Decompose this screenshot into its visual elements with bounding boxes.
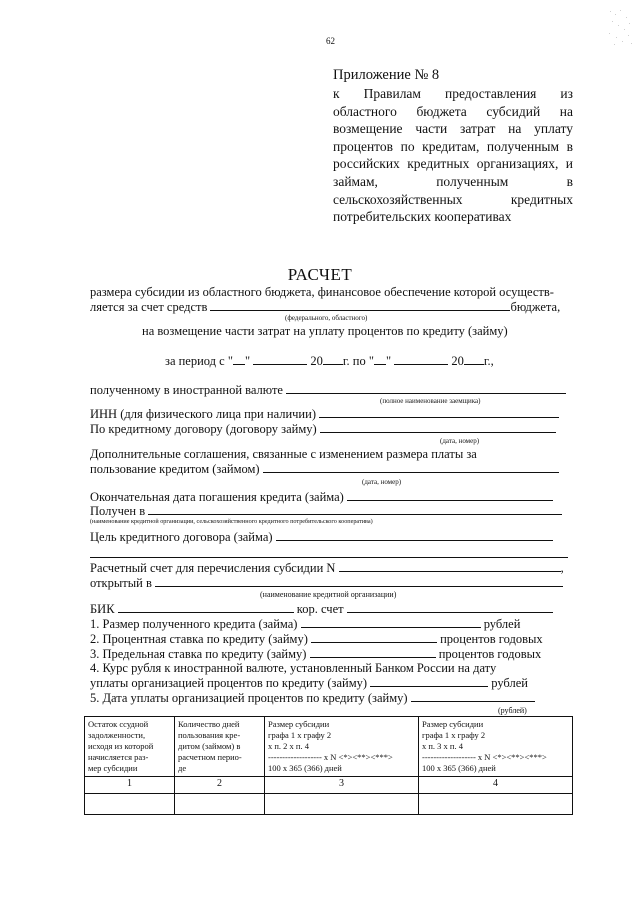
form-line-1: размера субсидии из областного бюджета, финансовое обеспечение которой осуществ- — [90, 285, 554, 299]
period-to-suffix: г., — [483, 354, 494, 368]
header-4-line: графа 1 x графу 2 — [422, 730, 486, 740]
item-1-label: 1. Размер полученного кредита (займа) — [90, 617, 298, 631]
received-in-blank[interactable] — [148, 503, 562, 515]
annex-title: Приложение № 8 — [333, 67, 440, 83]
item-4-label: уплаты организацией процентов по кредиту (займу) — [90, 676, 368, 690]
column-number-3: 3 — [265, 777, 419, 794]
final-date-blank[interactable] — [347, 489, 553, 501]
header-cell-4 — [419, 717, 573, 777]
subsidy-table — [84, 716, 573, 815]
item-5-label: 5. Дата уплаты организацией процентов по кредиту (займу) — [90, 691, 408, 705]
note-budget: (федерального, областного) — [285, 314, 368, 322]
budget-blank[interactable] — [210, 299, 510, 311]
header-3-line: графа 1 x графу 2 — [268, 730, 332, 740]
period-from-label: за период с " — [165, 354, 233, 368]
opened-in-blank[interactable] — [155, 575, 563, 587]
header-3-line: x п. 2 x п. 4 — [268, 741, 309, 751]
item-2-blank[interactable] — [311, 631, 437, 643]
table-row — [85, 794, 573, 815]
table-cell[interactable] — [85, 794, 175, 815]
period-from-month-blank[interactable] — [253, 353, 307, 365]
item-4-line-1: 4. Курс рубля к иностранной валюте, установленный Банком России на дату — [90, 661, 497, 675]
corr-account-label: кор. счет — [296, 602, 344, 616]
item-4-unit: рублей — [491, 676, 528, 690]
item-4-line-2 — [90, 675, 528, 691]
inn-line — [90, 406, 559, 422]
item-3-blank[interactable] — [310, 646, 436, 658]
opened-in-line — [90, 575, 563, 591]
period-to-day-blank[interactable] — [374, 353, 386, 365]
note-credit-org: (наименование кредитной организации) — [260, 590, 397, 599]
item-2-unit: процентов годовых — [440, 632, 543, 646]
form-line-3: на возмещение части затрат на уплату процентов по кредиту (займу) — [142, 324, 508, 338]
purpose-label: Цель кредитного договора (займа) — [90, 530, 273, 544]
bik-blank[interactable] — [118, 601, 294, 613]
annex-body: к Правилам предоставления из областного бюджета субсидий на возмещение части затрат на уплату процентов по кредитам, полученным в российских кредитных организациях, и займам, полученным в сельскохозяйственных кредитных потребительских кооперативах — [333, 86, 573, 225]
account-line — [90, 560, 564, 576]
unit-rubles: (рублей) — [498, 706, 527, 715]
header-1-line: мер субсидии — [88, 763, 138, 773]
bik-label: БИК — [90, 602, 115, 616]
header-2-line: де — [178, 763, 187, 773]
account-comma: , — [560, 561, 564, 575]
period-from-year-blank[interactable] — [323, 353, 343, 365]
header-2-line: пользования кре- — [178, 730, 241, 740]
period-to-month-blank[interactable] — [394, 353, 448, 365]
borrower-blank[interactable] — [286, 382, 566, 394]
document-heading: РАСЧЕТ — [287, 265, 353, 284]
purpose-blank[interactable] — [276, 529, 553, 541]
opened-in-label: открытый в — [90, 576, 152, 590]
header-1-line: Остаток ссудной — [88, 719, 149, 729]
contract-label: По кредитному договору (договору займу) — [90, 422, 317, 436]
item-3-line — [90, 646, 541, 662]
column-number-1: 1 — [85, 777, 175, 794]
item-2-label: 2. Процентная ставка по кредиту (займу) — [90, 632, 308, 646]
received-in-line — [90, 503, 562, 519]
header-2-line: Количество дней — [178, 719, 240, 729]
header-cell-1 — [85, 717, 175, 777]
note-organization: (наименование кредитной организации, сельскохозяйственного кредитного потребительского кооператива) — [90, 518, 373, 525]
scan-speckle-decoration — [606, 8, 634, 48]
item-3-unit: процентов годовых — [438, 647, 542, 661]
table-header-row — [85, 717, 573, 777]
item-5-line — [90, 690, 535, 706]
additional-line-1: Дополнительные соглашения, связанные с изменением размера платы за — [90, 447, 477, 461]
table-number-row — [85, 777, 573, 794]
additional-line-2 — [90, 461, 559, 477]
header-3-line: 100 x 365 (366) дней — [268, 763, 342, 773]
item-3-label: 3. Предельная ставка по кредиту (займу) — [90, 647, 307, 661]
header-4-line: 100 x 365 (366) дней — [422, 763, 496, 773]
period-from-day-blank[interactable] — [233, 353, 245, 365]
table-cell[interactable] — [419, 794, 573, 815]
header-4-line: ------------------- x N <*><**><***> — [422, 752, 547, 762]
additional-label: пользование кредитом (займом) — [90, 462, 260, 476]
account-blank[interactable] — [339, 560, 561, 572]
header-3-line: Размер субсидии — [268, 719, 330, 729]
contract-line — [90, 421, 556, 437]
column-number-2: 2 — [175, 777, 265, 794]
inn-label: ИНН (для физического лица при наличии) — [90, 407, 316, 421]
note-date-number-2: (дата, номер) — [362, 478, 402, 486]
received-in-label: Получен в — [90, 504, 146, 518]
page-number: 62 — [326, 36, 335, 46]
period-to-year-blank[interactable] — [464, 353, 484, 365]
form-line-2-label: ляется за счет средств — [90, 300, 208, 314]
period-from-year-prefix: 20 — [310, 354, 323, 368]
header-2-line: расчетном перио- — [178, 752, 242, 762]
item-5-blank[interactable] — [411, 690, 535, 702]
header-4-line: Размер субсидии — [422, 719, 484, 729]
form-line-2-suffix: бюджета, — [510, 300, 561, 314]
period-to-year-prefix: 20 — [451, 354, 464, 368]
header-cell-2 — [175, 717, 265, 777]
foreign-currency-line — [90, 382, 566, 398]
purpose-line — [90, 529, 553, 545]
inn-blank[interactable] — [319, 406, 559, 418]
purpose-extra-line — [90, 557, 568, 558]
corr-account-blank[interactable] — [347, 601, 553, 613]
item-4-blank[interactable] — [370, 675, 488, 687]
header-2-line: дитом (займом) в — [178, 741, 241, 751]
header-3-line: ------------------- x N <*><**><***> — [268, 752, 393, 762]
header-4-line: x п. 3 x п. 4 — [422, 741, 463, 751]
item-1-blank[interactable] — [301, 616, 481, 628]
header-1-line: начисляется раз- — [88, 752, 149, 762]
account-label: Расчетный счет для перечисления субсидии N — [90, 561, 336, 575]
contract-blank[interactable] — [320, 421, 556, 433]
header-1-line: задолженности, — [88, 730, 146, 740]
additional-blank[interactable] — [263, 461, 559, 473]
period-quote: " — [244, 354, 251, 368]
final-date-label: Окончательная дата погашения кредита (займа) — [90, 490, 344, 504]
form-line-2 — [90, 299, 560, 315]
header-cell-3 — [265, 717, 419, 777]
period-line — [165, 353, 494, 369]
period-to-label: г. по " — [342, 354, 374, 368]
table-cell[interactable] — [175, 794, 265, 815]
bik-line — [90, 601, 553, 617]
header-1-line: исходя из которой — [88, 741, 154, 751]
item-1-line — [90, 616, 520, 632]
table-cell[interactable] — [265, 794, 419, 815]
note-date-number-1: (дата, номер) — [440, 437, 480, 445]
item-1-unit: рублей — [483, 617, 521, 631]
foreign-currency-label: полученному в иностранной валюте — [90, 383, 283, 397]
period-quote-2: " — [385, 354, 392, 368]
column-number-4: 4 — [419, 777, 573, 794]
note-borrower: (полное наименование заемщика) — [380, 397, 481, 405]
item-2-line — [90, 631, 543, 647]
